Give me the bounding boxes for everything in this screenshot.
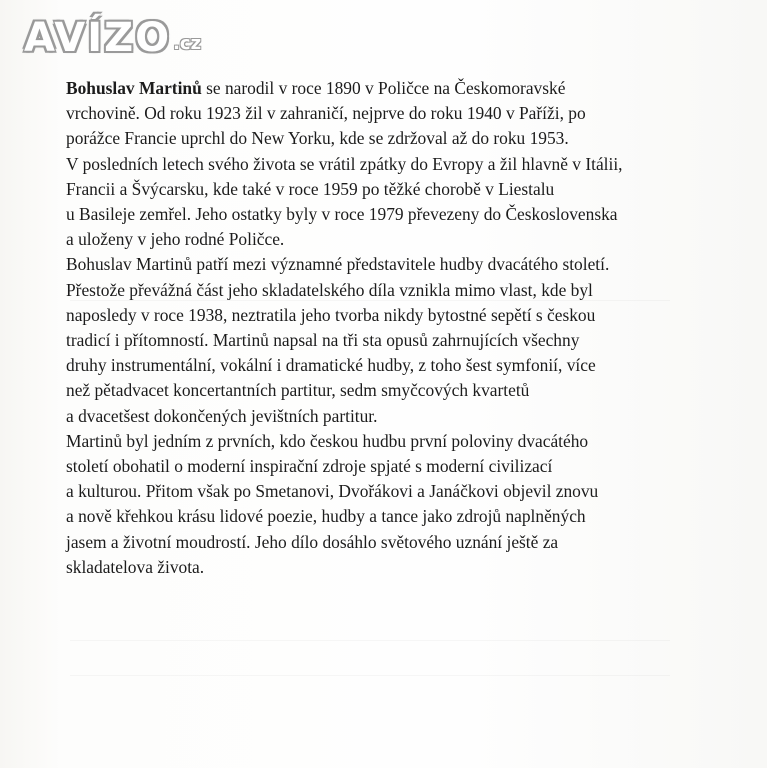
- text-line: a nově křehkou krásu lidové poezie, hudby a tance jako zdrojů naplněných: [66, 506, 586, 527]
- text-line: V posledních letech svého života se vrátil zpátky do Evropy a žil hlavně v Itálii,: [66, 153, 623, 174]
- bleed-through-line: [70, 640, 670, 641]
- paragraph-work: [66, 252, 706, 428]
- text-line: a kulturou. Přitom však po Smetanovi, Dvořákovi a Janáčkovi objevil znovu: [66, 481, 599, 502]
- text-line: u Basileje zemřel. Jeho ostatky byly v roce 1979 převezeny do Československa: [66, 204, 618, 225]
- composer-name: Bohuslav Martinů: [66, 78, 202, 98]
- biography-text: [66, 76, 706, 580]
- text-line: skladatelova života.: [66, 556, 205, 577]
- watermark-domain: .cz: [173, 33, 202, 54]
- text-line: tradicí i přítomností. Martinů napsal na tři sta opusů zahrnujících všechny: [66, 330, 580, 351]
- text-line: jasem a životní moudrostí. Jeho dílo dosáhlo světového uznání ještě za: [66, 531, 559, 552]
- paragraph-legacy: [66, 429, 706, 580]
- avizo-watermark: [24, 16, 201, 60]
- text-line: Přestože převážná část jeho skladatelského díla vznikla mimo vlast, kde byl: [66, 279, 593, 300]
- text-line: století obohatil o moderní inspirační zdroje spjaté s moderní civilizací: [66, 456, 553, 477]
- text-line: naposledy v roce 1938, neztratila jeho tvorba nikdy bytostné sepětí s českou: [66, 304, 596, 325]
- text-line: porážce Francie uprchl do New Yorku, kde se zdržoval až do roku 1953.: [66, 128, 569, 149]
- watermark-main: AVÍZO: [24, 15, 172, 61]
- text-line: a uloženy v jeho rodné Poličce.: [66, 229, 285, 250]
- text-line: a dvacetšest dokončených jevištních partitur.: [66, 405, 378, 426]
- text-line: vrchovině. Od roku 1923 žil v zahraničí, nejprve do roku 1940 v Paříži, po: [66, 103, 586, 124]
- text-line: druhy instrumentální, vokální i dramatické hudby, z toho šest symfonií, více: [66, 355, 596, 376]
- text-line: než pětadvacet koncertantních partitur, sedm smyčcových kvartetů: [66, 380, 530, 401]
- paragraph-birth-life: [66, 76, 706, 252]
- text-line: Martinů byl jedním z prvních, kdo českou hudbu první poloviny dvacátého: [66, 430, 589, 451]
- bleed-through-line: [70, 675, 670, 676]
- text-line: Francii a Švýcarsku, kde také v roce 1959 po těžké chorobě v Liestalu: [66, 178, 555, 199]
- text-fragment: se narodil v roce 1890 v Poličce na Českomoravské: [201, 78, 566, 98]
- text-line: [66, 76, 706, 101]
- text-line: Bohuslav Martinů patří mezi významné představitele hudby dvacátého století.: [66, 254, 610, 275]
